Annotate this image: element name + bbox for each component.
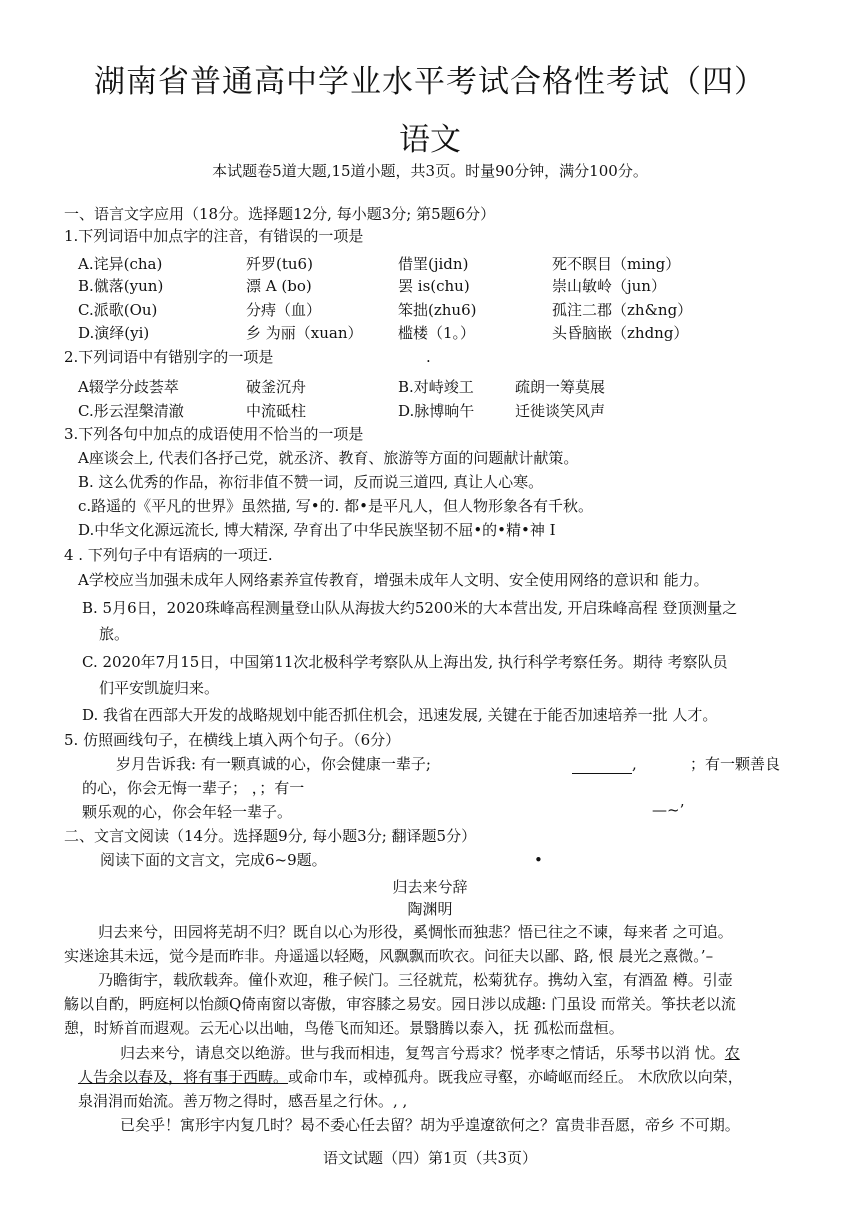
q4-option-a: A学校应当加强未成年人网络素养宣传教育，增强未成年人文明、安全使用网络的意识和 能力。 [78,571,709,589]
passage-p3-line1 [120,1043,740,1063]
q2-r2-2: 中流砥柱 [246,402,307,420]
q1-d-2: 乡 为丽（xuan） [246,324,363,342]
q2-r1-4: 疏朗一筹莫展 [515,378,606,396]
q5-stem: 5. 仿照画线句子，在横线上填入两个句子。（6分） [64,731,401,749]
q4-option-d: D. 我省在西部大开发的战略规划中能否抓住机会，迅速发展, 关键在于能否加速培养一批 人才。 [82,706,718,724]
q3-option-d: D.中华文化源远流长, 博大精深, 孕育出了中华民族坚韧不屈•的•精•神 I [78,521,556,539]
passage-p1-line2: 实迷途其未远，觉今是而昨非。舟遥遥以轻飏，风飘飘而吹衣。问征夫以鄙、路, 恨 晨光之熹微。’– [64,947,714,965]
passage-p3-line2 [78,1067,743,1087]
q1-c-4: 孤注二郡（zh&ng） [552,301,693,319]
q4-option-b: B. 5月6日，2020珠峰高程测量登山队从海拔大约5200米的大本营出发, 开启珠峰高程 登顶测量之 [82,599,738,617]
passage-p1-line1: 归去来兮，田园将芜胡不归？既自以心为形役，奚惆怅而独悲？悟已往之不谏，每来者 之可追。 [98,923,733,941]
q1-b-1: B.僦落(yun) [78,277,164,295]
q4-option-b-cont: 旅。 [99,625,130,643]
q5-line1: 岁月告诉我: 有一颗真诚的心，你会健康一辈子; [116,755,431,773]
q4-option-c-cont: 们平安凯旋归来。 [99,679,220,697]
q1-c-1: C.派歌(Ou) [78,301,158,319]
q2-dot: . [426,348,431,366]
q1-b-4: 崇山敏岭（jun） [552,277,666,295]
passage-p2-line3: 憩，时矫首而遐观。云无心以出岫，鸟倦飞而知还。景翳腾以泰入，抚 孤松而盘桓。 [64,1019,624,1037]
poem-title: 归去来兮辞 [392,878,468,896]
subject-title: 语文 [399,122,461,158]
q1-b-2: 漂 A (bo) [246,277,312,295]
q3-option-b: B. 这么优秀的作品，祢衍非值不赞一词，反而说三道四, 真让人心寒。 [78,473,544,491]
q3-option-c: c.路遥的《平凡的世界》虽然描, 写•的. 都•是平凡人，但人物形象各有千秋。 [78,497,593,515]
q5-blank1 [572,754,637,774]
page-title: 湖南省普通高中学业水平考试合格性考试（四） [94,64,766,100]
passage-p3-line3: 泉涓涓而始流。善万物之得时，感吾星之行休。, , [78,1092,408,1110]
q5-blank-line [572,759,632,774]
q2-r1-2: 破釜沉舟 [246,378,307,396]
q1-a-1: A.诧异(cha) [78,255,163,273]
q2-r2-4: 迁徙谈笑风声 [515,402,606,420]
q5-blank-sep: , [632,755,637,773]
passage-underlined-sentence: 人告余以春及，将有事于西畴。 [78,1068,289,1086]
q2-r2-3: D.脉博晌午 [398,402,475,420]
q2-stem: 2.下列词语中有错别字的一项是 [64,348,274,366]
passage-p2-line1: 乃瞻街宇，载欣载奔。僮仆欢迎，稚子候门。三径就荒，松菊犹存。携幼入室，有酒盈 樽。引壶 [98,971,733,989]
q1-a-2: 歼罗(tu6) [246,255,313,273]
q2-r1-3: B.对峙竣工 [398,378,474,396]
q1-stem: 1.下列词语中加点字的注音，有错误的一项是 [64,227,364,245]
passage-p2-line2: 觞以自酌，眄庭柯以怡颜Q倚南窗以寄傲，审容膝之易安。园日涉以成趣: 门虽设 而常关。筝扶老以流 [64,995,736,1013]
q5-line2: 的心，你会无悔一辈子； ，；有一 [82,779,305,797]
q1-b-3: 罢 is(chu) [398,277,470,295]
passage-p3-line2-text: 或命巾车，或棹孤舟。既我应寻壑，亦崎岖而经丘。 木欣欣以向荣， [288,1068,743,1086]
exam-intro: 本试题卷5道大题,15道小题，共3页。时量90分钟，满分100分。 [212,162,648,180]
passage-underline-start: 农 [724,1044,740,1062]
q5-line3: 颗乐观的心，你会年轻一辈子。 [82,803,293,821]
section1-heading: 一、语言文字应用（18分。选择题12分, 每小题3分; 第5题6分） [64,205,496,223]
section2-heading: 二、文言文阅读（14分。选择题9分, 每小题3分; 翻译题5分） [64,827,477,845]
poem-author: 陶渊明 [407,900,453,918]
q5-line1-end: ；有一颗善良 [690,755,781,773]
q4-option-c: C. 2020年7月15日，中国第11次北极科学考察队从上海出发, 执行科学考察任务。期待 考察队员 [82,653,728,671]
q1-a-4: 死不瞑目（ming） [552,255,681,273]
q1-c-3: 笨拙(zhu6) [398,301,477,319]
q4-stem: 4 . 下列句子中有语病的一项迂. [64,546,273,564]
q1-a-3: 借罣(jidn) [398,255,469,273]
q2-r2-1: C.彤云涅槃清澈 [78,402,184,420]
passage-p4-line1: 已矣乎！寓形宇内复几时？曷不委心任去留？胡为乎遑遼欲何之？富贵非吾愿，帝乡 不可期。 [120,1116,740,1134]
q2-r1-1: A辍学分歧荟萃 [78,378,179,396]
passage-p3-text: 归去来兮，请息交以绝游。世与我而相违，复驾言兮焉求？悦孝枣之情话，乐琴书以消 忧。 [120,1044,725,1062]
q1-d-3: 槛楼（1。） [398,324,476,342]
q1-c-2: 分痔（血） [246,301,322,319]
page-footer: 语文试题（四）第1页（共3页） [322,1149,538,1167]
q3-option-a: A座谈会上, 代表们各抒己党，就丞济、教育、旅游等方面的问题献计献策。 [78,449,579,467]
section2-bullet: • [534,851,543,869]
q3-stem: 3.下列各句中加点的成语使用不恰当的一项是 [64,425,364,443]
q1-d-4: 头昏脑嵌（zhdng） [552,324,689,342]
q1-d-1: D.演绎(yi) [78,324,150,342]
section2-instruction: 阅读下面的文言文，完成6~9题。 [100,851,327,869]
q5-line3-end: —~’ [652,801,685,819]
